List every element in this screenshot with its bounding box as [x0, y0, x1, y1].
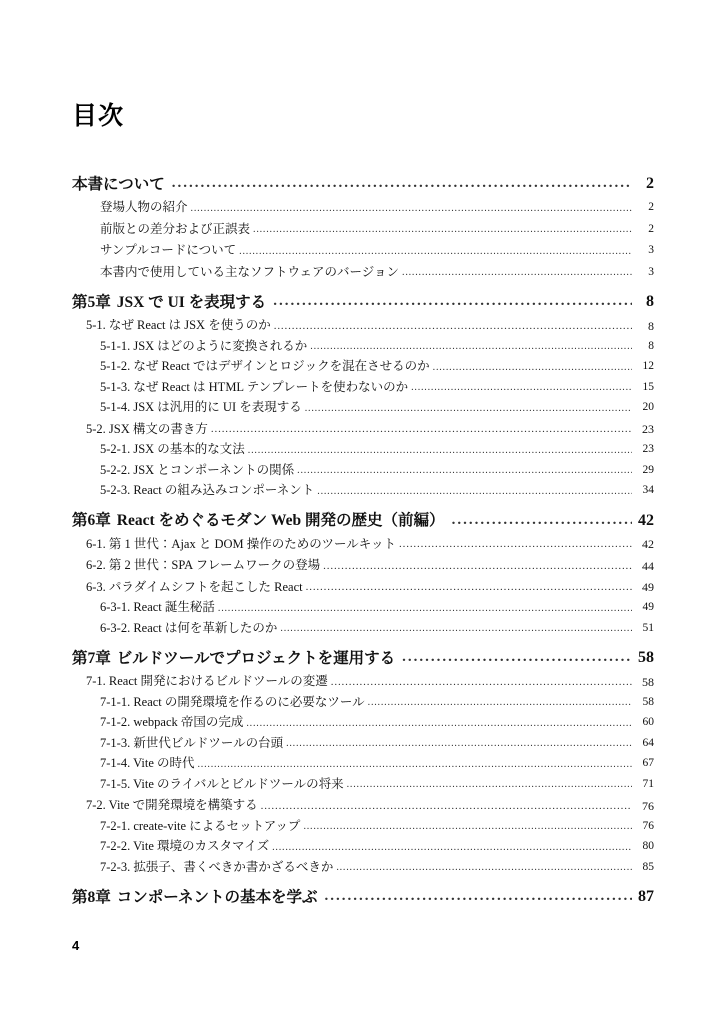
toc-chapter-number: 第5章: [72, 293, 111, 311]
toc-entry[interactable]: [86, 319, 654, 332]
toc-entry[interactable]: [100, 484, 654, 497]
toc-page-number: 34: [642, 484, 654, 496]
toc-entry-text: 6-3-1. React 誕生秘話: [100, 600, 215, 614]
toc-entry-label: [100, 401, 305, 414]
toc-dot-leader: [211, 424, 632, 435]
toc-entry-text: 5-2-2. JSX とコンポーネントの関係: [100, 462, 295, 477]
toc-entry[interactable]: [86, 559, 654, 572]
toc-entry[interactable]: [100, 266, 654, 279]
toc-page-number: 44: [642, 558, 654, 573]
toc-entry[interactable]: [100, 464, 654, 477]
toc-entry-text: 登場人物の紹介: [100, 200, 188, 214]
toc-entry[interactable]: [100, 360, 654, 373]
toc-chapter-number: 第7章: [72, 649, 111, 667]
toc-entry[interactable]: [100, 696, 654, 709]
toc-entry-text: 7-2. Vite で開発環境を構築する: [86, 798, 258, 812]
toc-entry[interactable]: [72, 176, 654, 192]
toc-dot-leader: [253, 225, 632, 235]
toc-entry-label: [100, 622, 280, 635]
toc-entry[interactable]: [86, 538, 654, 551]
toc-page-number: 8: [648, 318, 654, 333]
toc-chapter-number: 第8章: [72, 888, 111, 906]
toc-entry-text: 7-2-1. create-vite によるセットアップ: [100, 818, 301, 833]
toc-dot-leader: [323, 561, 632, 572]
toc-dot-leader: [198, 760, 633, 770]
toc-entry[interactable]: [72, 513, 654, 529]
toc-entry[interactable]: [72, 650, 654, 666]
toc-entry-label: [100, 861, 336, 874]
toc-dot-leader: [305, 404, 632, 414]
toc-dot-leader: [452, 514, 632, 529]
toc-entry-text: 6-3-2. React は何を革新したのか: [100, 620, 278, 635]
toc-dot-leader: [336, 863, 632, 873]
toc-page-number: 8: [646, 293, 654, 310]
toc-entry-label: [100, 757, 198, 770]
toc-entry-label: [72, 890, 325, 906]
toc-dot-leader: [399, 539, 632, 550]
toc-entry[interactable]: [72, 889, 654, 905]
toc-entry[interactable]: [100, 757, 654, 770]
toc-page-number: 2: [648, 201, 654, 213]
toc-dot-leader: [172, 177, 632, 192]
toc-entry-label: [72, 513, 452, 529]
toc-dot-leader: [433, 363, 632, 373]
toc-dot-leader: [303, 822, 632, 832]
toc-dot-leader: [317, 487, 632, 497]
toc-dot-leader: [310, 342, 632, 352]
toc-entry[interactable]: [100, 381, 654, 394]
toc-dot-leader: [218, 604, 632, 614]
toc-dot-leader: [347, 780, 632, 790]
toc-entry-text: 5-1-3. なぜ React は HTML テンプレートを使わないのか: [100, 379, 409, 394]
toc-page-number: 80: [642, 840, 654, 852]
toc-entry-label: [86, 675, 331, 688]
toc-entry[interactable]: [100, 201, 654, 214]
toc-entry-label: [72, 651, 402, 667]
toc-entry[interactable]: [100, 840, 654, 853]
toc-dot-leader: [368, 698, 632, 708]
toc-entry-label: [100, 201, 191, 214]
toc-page-number: 23: [642, 422, 654, 436]
toc-page-number: 76: [642, 819, 654, 832]
toc-entry[interactable]: [100, 861, 654, 874]
toc-dot-leader: [274, 321, 632, 332]
toc-entry-label: [86, 799, 261, 812]
toc-dot-leader: [306, 582, 632, 593]
toc-dot-leader: [191, 204, 632, 214]
page-folio-number: 4: [72, 938, 80, 953]
toc-dot-leader: [286, 739, 632, 749]
toc-entry-text: 7-2-3. 拡張子、書くべきか書かざるべきか: [100, 859, 334, 874]
toc-page-number: 58: [642, 674, 654, 689]
toc-chapter-number: 第6章: [72, 512, 111, 529]
toc-dot-leader: [273, 295, 632, 310]
toc-entry[interactable]: [86, 581, 654, 594]
page-title: 目次: [72, 102, 125, 130]
toc-dot-leader: [280, 624, 632, 634]
table-of-contents: [72, 176, 654, 910]
toc-entry-text: 6-2. 第 2 世代：SPA フレームワークの登場: [86, 558, 321, 572]
toc-page-number: 51: [642, 621, 654, 634]
toc-page-number: 23: [642, 443, 654, 455]
toc-page-number: 2: [648, 222, 654, 235]
toc-entry-text: 5-1. なぜ React は JSX を使うのか: [86, 318, 271, 332]
toc-entry[interactable]: [72, 294, 654, 310]
toc-entry[interactable]: [100, 223, 654, 236]
toc-page-number: 8: [648, 339, 654, 352]
toc-entry-label: [86, 319, 274, 332]
toc-entry-label: [100, 340, 310, 353]
toc-entry-text: 7-1-2. webpack 帝国の完成: [100, 715, 244, 729]
toc-dot-leader: [402, 651, 632, 666]
toc-page-number: 60: [642, 716, 654, 728]
toc-dot-leader: [248, 446, 632, 456]
toc-entry-label: [86, 423, 211, 436]
toc-dot-leader: [402, 268, 632, 278]
toc-entry-label: [100, 443, 248, 456]
toc-entry-text: 5-2-3. React の組み込みコンポーネント: [100, 483, 315, 497]
toc-entry-text: 6-1. 第 1 世代：Ajax と DOM 操作のためのツールキット: [86, 536, 397, 551]
toc-entry-label: [100, 601, 218, 614]
toc-page-number: 64: [642, 736, 654, 749]
toc-entry-text: サンプルコードについて: [100, 243, 237, 257]
toc-page-number: 49: [642, 580, 654, 594]
toc-page-number: 3: [648, 244, 654, 256]
toc-entry-text: 5-1-4. JSX は汎用的に UI を表現する: [100, 400, 302, 414]
toc-entry[interactable]: [100, 443, 654, 456]
toc-entry-text: 5-2. JSX 構文の書き方: [86, 421, 208, 436]
toc-page-number: 87: [638, 888, 654, 905]
toc-entry-text: JSX で UI を表現する: [116, 293, 267, 311]
toc-dot-leader: [411, 383, 632, 393]
toc-entry-label: [72, 177, 172, 193]
toc-dot-leader: [331, 677, 632, 688]
toc-dot-leader: [261, 801, 632, 812]
toc-entry-text: 前版との差分および正誤表: [100, 221, 251, 236]
toc-entry[interactable]: [100, 778, 654, 791]
toc-entry-text: 7-1-3. 新世代ビルドツールの台頭: [100, 735, 284, 750]
toc-entry-text: 本書について: [72, 175, 165, 193]
toc-page-number: 3: [648, 265, 654, 278]
toc-dot-leader: [239, 247, 632, 257]
toc-entry-text: 7-1-4. Vite の時代: [100, 756, 195, 770]
toc-entry-label: [100, 737, 286, 750]
toc-dot-leader: [246, 719, 632, 729]
toc-dot-leader: [325, 890, 633, 905]
toc-entry-text: 7-1-1. React の開発環境を作るのに必要なツール: [100, 694, 365, 709]
toc-entry-label: [100, 266, 402, 279]
toc-entry[interactable]: [100, 340, 654, 353]
toc-page-number: 58: [642, 695, 654, 708]
toc-dot-leader: [297, 466, 632, 476]
toc-entry-text: React をめぐるモダン Web 開発の歴史（前編）: [116, 512, 445, 529]
toc-entry-text: 6-3. パラダイムシフトを起こした React: [86, 579, 303, 594]
toc-page-number: 42: [638, 511, 654, 529]
toc-entry-text: 5-1-1. JSX はどのように変換されるか: [100, 338, 308, 353]
toc-entry-text: 5-1-2. なぜ React ではデザインとロジックを混在させるのか: [100, 359, 430, 373]
toc-entry[interactable]: [86, 675, 654, 688]
toc-entry-text: ビルドツールでプロジェクトを運用する: [116, 649, 396, 667]
toc-entry[interactable]: [100, 401, 654, 414]
toc-entry-text: 7-1-5. Vite のライバルとビルドツールの将来: [100, 776, 344, 791]
toc-entry-label: [100, 464, 297, 477]
toc-entry-label: [86, 581, 306, 594]
toc-entry[interactable]: [100, 716, 654, 729]
toc-page-number: 85: [642, 860, 654, 873]
toc-page-number: 49: [642, 601, 654, 613]
toc-page-number: 67: [642, 757, 654, 769]
toc-entry-text: 本書内で使用している主なソフトウェアのバージョン: [100, 264, 400, 279]
toc-entry-label: [100, 223, 253, 236]
toc-entry-label: [100, 360, 433, 373]
toc-entry-label: [100, 820, 303, 833]
toc-entry-label: [100, 778, 347, 791]
toc-entry-label: [72, 295, 273, 311]
toc-entry-label: [100, 244, 239, 257]
toc-page-number: 20: [642, 401, 654, 413]
toc-entry-label: [100, 716, 246, 729]
toc-page-number: 71: [642, 777, 654, 790]
toc-entry[interactable]: [100, 737, 654, 750]
toc-page-number: 42: [642, 537, 654, 551]
toc-entry-label: [86, 559, 323, 572]
toc-page-number: 29: [642, 463, 654, 476]
toc-entry[interactable]: [100, 244, 654, 257]
toc-page-number: 2: [646, 175, 654, 192]
toc-page-number: 15: [642, 380, 654, 393]
toc-entry-text: 5-2-1. JSX の基本的な文法: [100, 442, 245, 456]
toc-entry-label: [100, 696, 368, 709]
toc-entry[interactable]: [100, 622, 654, 635]
toc-entry-text: コンポーネントの基本を学ぶ: [116, 888, 318, 906]
toc-entry-label: [100, 381, 411, 394]
toc-entry-label: [100, 840, 272, 853]
toc-entry-label: [86, 538, 399, 551]
toc-dot-leader: [272, 843, 632, 853]
toc-page-number: 12: [642, 360, 654, 372]
toc-entry[interactable]: [100, 601, 654, 614]
toc-entry[interactable]: [100, 820, 654, 833]
toc-entry[interactable]: [86, 423, 654, 436]
toc-page-number: 58: [638, 649, 654, 666]
toc-entry[interactable]: [86, 799, 654, 812]
toc-entry-label: [100, 484, 317, 497]
toc-entry-text: 7-2-2. Vite 環境のカスタマイズ: [100, 839, 270, 853]
toc-page-number: 76: [642, 798, 654, 813]
toc-entry-text: 7-1. React 開発におけるビルドツールの変遷: [86, 674, 328, 688]
